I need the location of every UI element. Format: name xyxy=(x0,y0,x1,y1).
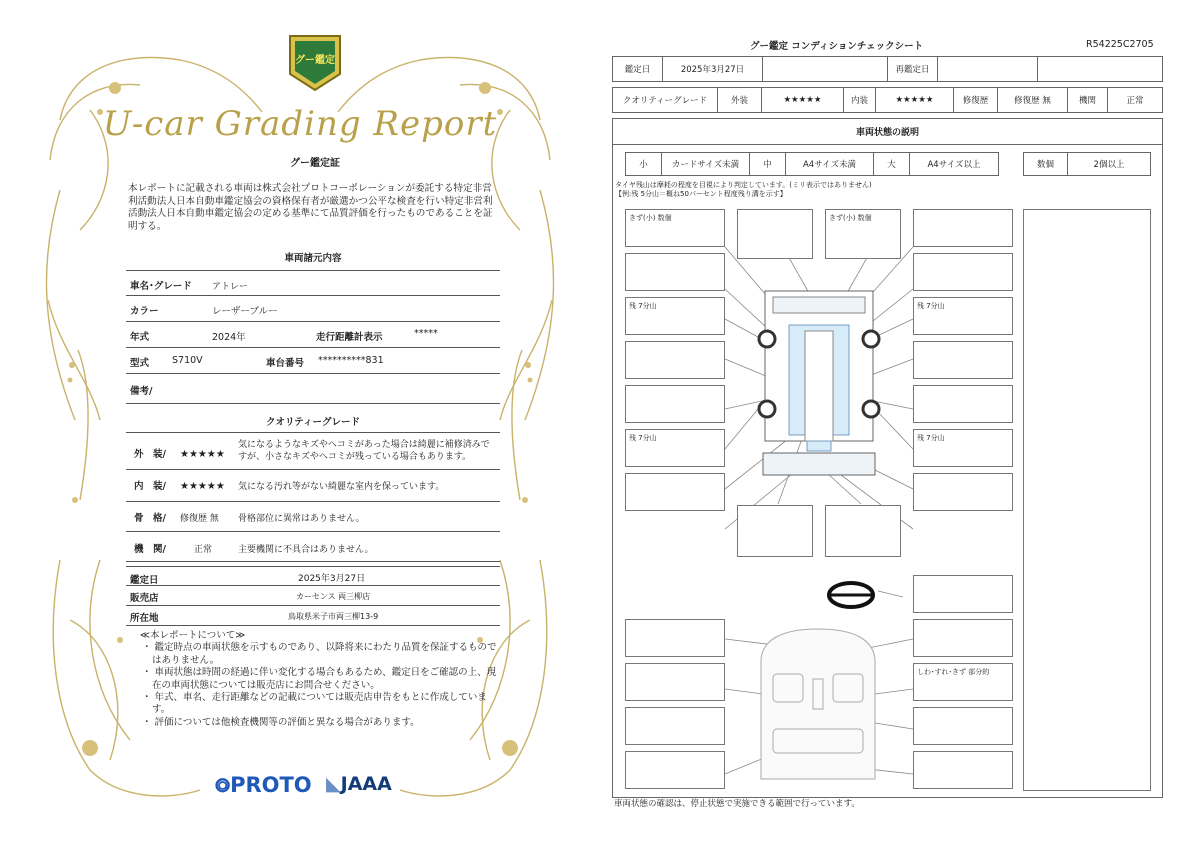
dealer-label: 販売店 xyxy=(130,593,159,604)
interior-box-right-3 xyxy=(913,707,1013,745)
quality-title: クオリティーグレード xyxy=(265,417,361,428)
tire-box-front-right: 残 7分山 xyxy=(913,297,1013,335)
spec-year-value: 2024年 xyxy=(212,332,246,343)
exterior-description: 気になるようなキズやヘコミがあった場合は綺麗に補修済みですが、小さなキズやヘコミが残っている場合もあります。 xyxy=(238,440,490,462)
frame-label: 骨 格/ xyxy=(134,513,166,524)
interior-box-left-2 xyxy=(625,663,725,701)
interior-box-left-1 xyxy=(625,619,725,657)
engine-description: 主要機関に不具合はありません。 xyxy=(238,545,374,555)
damage-box-left-3 xyxy=(625,385,725,423)
interior-box-left-3 xyxy=(625,707,725,745)
interior-box-left-4 xyxy=(625,751,725,789)
about-report xyxy=(140,630,500,729)
certificate-heading: グー鑑定証 xyxy=(290,158,340,169)
legend-count-desc: 2個以上 xyxy=(1093,160,1125,170)
damage-box-right-1 xyxy=(913,253,1013,291)
damage-box-rear-left xyxy=(737,505,813,557)
sheet-date-label: 鑑定日 xyxy=(613,57,663,81)
frame-description: 骨格部位に異常はありません。 xyxy=(238,514,365,524)
interior-box-right-1 xyxy=(913,619,1013,657)
sheet-footer-note: 車両状態の確認は、停止状態で実施できる範囲で行っています。 xyxy=(614,799,860,809)
badge-text: グー鑑定 xyxy=(295,55,335,66)
spec-chassis-value: **********831 xyxy=(318,355,384,366)
interior-label: 内 装/ xyxy=(134,481,166,492)
proto-mark-icon: ⭗ xyxy=(215,775,231,797)
sheet-title: グー鑑定 コンディションチェックシート xyxy=(750,41,924,52)
jaaa-logo xyxy=(326,773,392,795)
spec-year-label: 年式 xyxy=(130,332,150,343)
damage-box-front-left: きず(小) 数個 xyxy=(625,209,725,247)
spec-row-remarks xyxy=(126,374,500,404)
about-item: ・ 鑑定時点の車両状態を示すものであり、以降将来にわたり品質を保証するものではありません。 xyxy=(142,642,497,666)
damage-box-rear-right xyxy=(825,505,901,557)
quality-row-engine xyxy=(126,532,500,562)
proto-logo xyxy=(215,773,312,797)
frame-value: 修復歴 無 xyxy=(180,514,219,524)
spec-color-label: カラー xyxy=(130,306,159,317)
inspection-date-table xyxy=(612,56,1163,82)
spec-mileage-label: 走行距離計表示 xyxy=(316,332,383,343)
jaaa-mark-icon: ◣ xyxy=(326,773,341,795)
about-heading: ≪本レポートについて≫ xyxy=(140,630,246,641)
quality-grade-table xyxy=(612,87,1163,113)
damage-box-left-1 xyxy=(625,253,725,291)
address-value: 鳥取県米子市両三柳13-9 xyxy=(288,612,379,621)
sheet-date-value: 2025年3月27日 xyxy=(663,57,763,81)
car-interior-view xyxy=(761,629,875,779)
sheet-int-value: ★★★★★ xyxy=(876,88,954,112)
legend-count: 数個 xyxy=(1024,153,1068,175)
engine-label: 機 関/ xyxy=(134,544,166,555)
damage-box-front-center xyxy=(737,209,813,259)
sheet-engine-label: 機関 xyxy=(1068,88,1108,112)
re-inspection-blank xyxy=(1038,57,1162,81)
specs-title: 車両諸元内容 xyxy=(284,253,342,264)
spec-color-value: レーザーブルー xyxy=(212,306,278,317)
vehicle-status-panel xyxy=(612,118,1163,798)
steering-wheel-icon xyxy=(829,583,873,607)
tire-box-rear-left: 残 7分山 xyxy=(625,429,725,467)
inspection-date-value: 2025年3月27日 xyxy=(298,574,366,584)
exterior-label: 外 装/ xyxy=(134,449,166,460)
damage-box-front-right-text: きず(小) 数個 xyxy=(825,209,901,259)
spec-name-value: アトレー xyxy=(212,282,249,292)
damage-box-right-2 xyxy=(913,341,1013,379)
about-item: ・ 車両状態は時間の経過に伴い変化する場合もあるため、鑑定日をご確認の上、現在の車両状態については販売店にお問合せください。 xyxy=(142,667,497,691)
sheet-code: R54225C2705 xyxy=(1086,39,1154,50)
engine-value: 正常 xyxy=(194,545,213,555)
remarks-column xyxy=(1023,209,1151,791)
spec-row-model xyxy=(126,348,500,374)
sheet-repair-value: 修復歴 無 xyxy=(998,88,1068,112)
sheet-ext-label: 外装 xyxy=(718,88,762,112)
spec-name-label: 車名･グレード xyxy=(130,281,192,292)
inspection-row-date xyxy=(126,566,500,586)
spec-row-color xyxy=(126,296,500,322)
address-label: 所在地 xyxy=(130,613,159,624)
tire-note-example: 【例:残 5分山＝概ね50パーセント程度残り溝を示す】 xyxy=(615,190,787,198)
proto-logo-text: PROTO xyxy=(230,773,312,797)
certificate-intro: 本レポートに記載される車両は株式会社プロトコーポレーションが委託する特定非営利活動法人日本自動車鑑定協会の資格保有者が厳選かつ公平な検査を行い特定非営利活動法人日本自動車鑑定協会の定める基準にて品質評価を行ったものであることを証明する。 xyxy=(128,183,493,232)
goo-kantei-badge-icon xyxy=(286,30,344,94)
re-inspection-label: 再鑑定日 xyxy=(888,57,938,81)
tire-box-front-left: 残 7分山 xyxy=(625,297,725,335)
damage-box-front-right xyxy=(913,209,1013,247)
damage-box-left-2 xyxy=(625,341,725,379)
spec-model-label: 型式 xyxy=(130,358,150,369)
inspection-date-label: 鑑定日 xyxy=(130,575,159,586)
interior-box-right-4 xyxy=(913,751,1013,789)
quality-row-frame xyxy=(126,502,500,532)
tire-note: タイヤ残山は摩耗の程度を目視により判定しています。(ミリ表示ではありません) xyxy=(615,181,872,189)
status-title: 車両状態の説明 xyxy=(613,119,1162,145)
inspection-row-dealer xyxy=(126,586,500,606)
legend-medium: 中 xyxy=(750,153,786,175)
spec-chassis-label: 車台番号 xyxy=(266,358,305,369)
interior-stars: ★★★★★ xyxy=(180,481,225,492)
report-title: U-car Grading Report xyxy=(102,104,498,144)
sheet-engine-value: 正常 xyxy=(1126,96,1144,106)
inspection-row-address xyxy=(126,606,500,626)
legend-large-desc: A4サイズ以上 xyxy=(927,160,981,170)
jaaa-logo-text: JAAA xyxy=(340,773,392,795)
legend-small: 小 xyxy=(626,153,662,175)
sheet-date-blank xyxy=(763,57,888,81)
legend-small-desc: カードサイズ未満 xyxy=(662,153,750,175)
about-item: ・ 評価については他検査機関等の評価と異なる場合があります。 xyxy=(142,716,420,728)
damage-box-right-3 xyxy=(913,385,1013,423)
spec-model-value: S710V xyxy=(172,355,203,366)
legend-large: 大 xyxy=(874,153,910,175)
sheet-repair-label: 修復歴 xyxy=(954,88,998,112)
about-item: ・ 年式、車名、走行距離などの記載については販売店申告をもとに作成しています。 xyxy=(142,692,487,716)
sheet-ext-value: ★★★★★ xyxy=(762,88,844,112)
dealer-value: カーセンス 両三柳店 xyxy=(296,592,371,601)
damage-box-right-4 xyxy=(913,473,1013,511)
spec-row-year xyxy=(126,322,500,348)
spec-mileage-value: ***** xyxy=(414,328,438,339)
quality-row-exterior xyxy=(126,432,500,470)
spec-row-name xyxy=(126,270,500,296)
sheet-grade-label: クオリティーグレード xyxy=(613,88,718,112)
tire-box-rear-right: 残 7分山 xyxy=(913,429,1013,467)
sheet-int-label: 内装 xyxy=(844,88,876,112)
steering-box xyxy=(913,575,1013,613)
re-inspection-value xyxy=(938,57,1038,81)
damage-box-left-4 xyxy=(625,473,725,511)
exterior-stars: ★★★★★ xyxy=(180,449,225,460)
spec-remarks-label: 備考/ xyxy=(130,386,153,397)
interior-box-right-2: しわ･すれ･きず 部分的 xyxy=(913,663,1013,701)
legend-medium-desc: A4サイズ未満 xyxy=(786,153,874,175)
interior-description: 気になる汚れ等がない綺麗な室内を保っています。 xyxy=(238,482,445,492)
condition-check-sheet xyxy=(600,0,1200,848)
quality-row-interior xyxy=(126,470,500,502)
